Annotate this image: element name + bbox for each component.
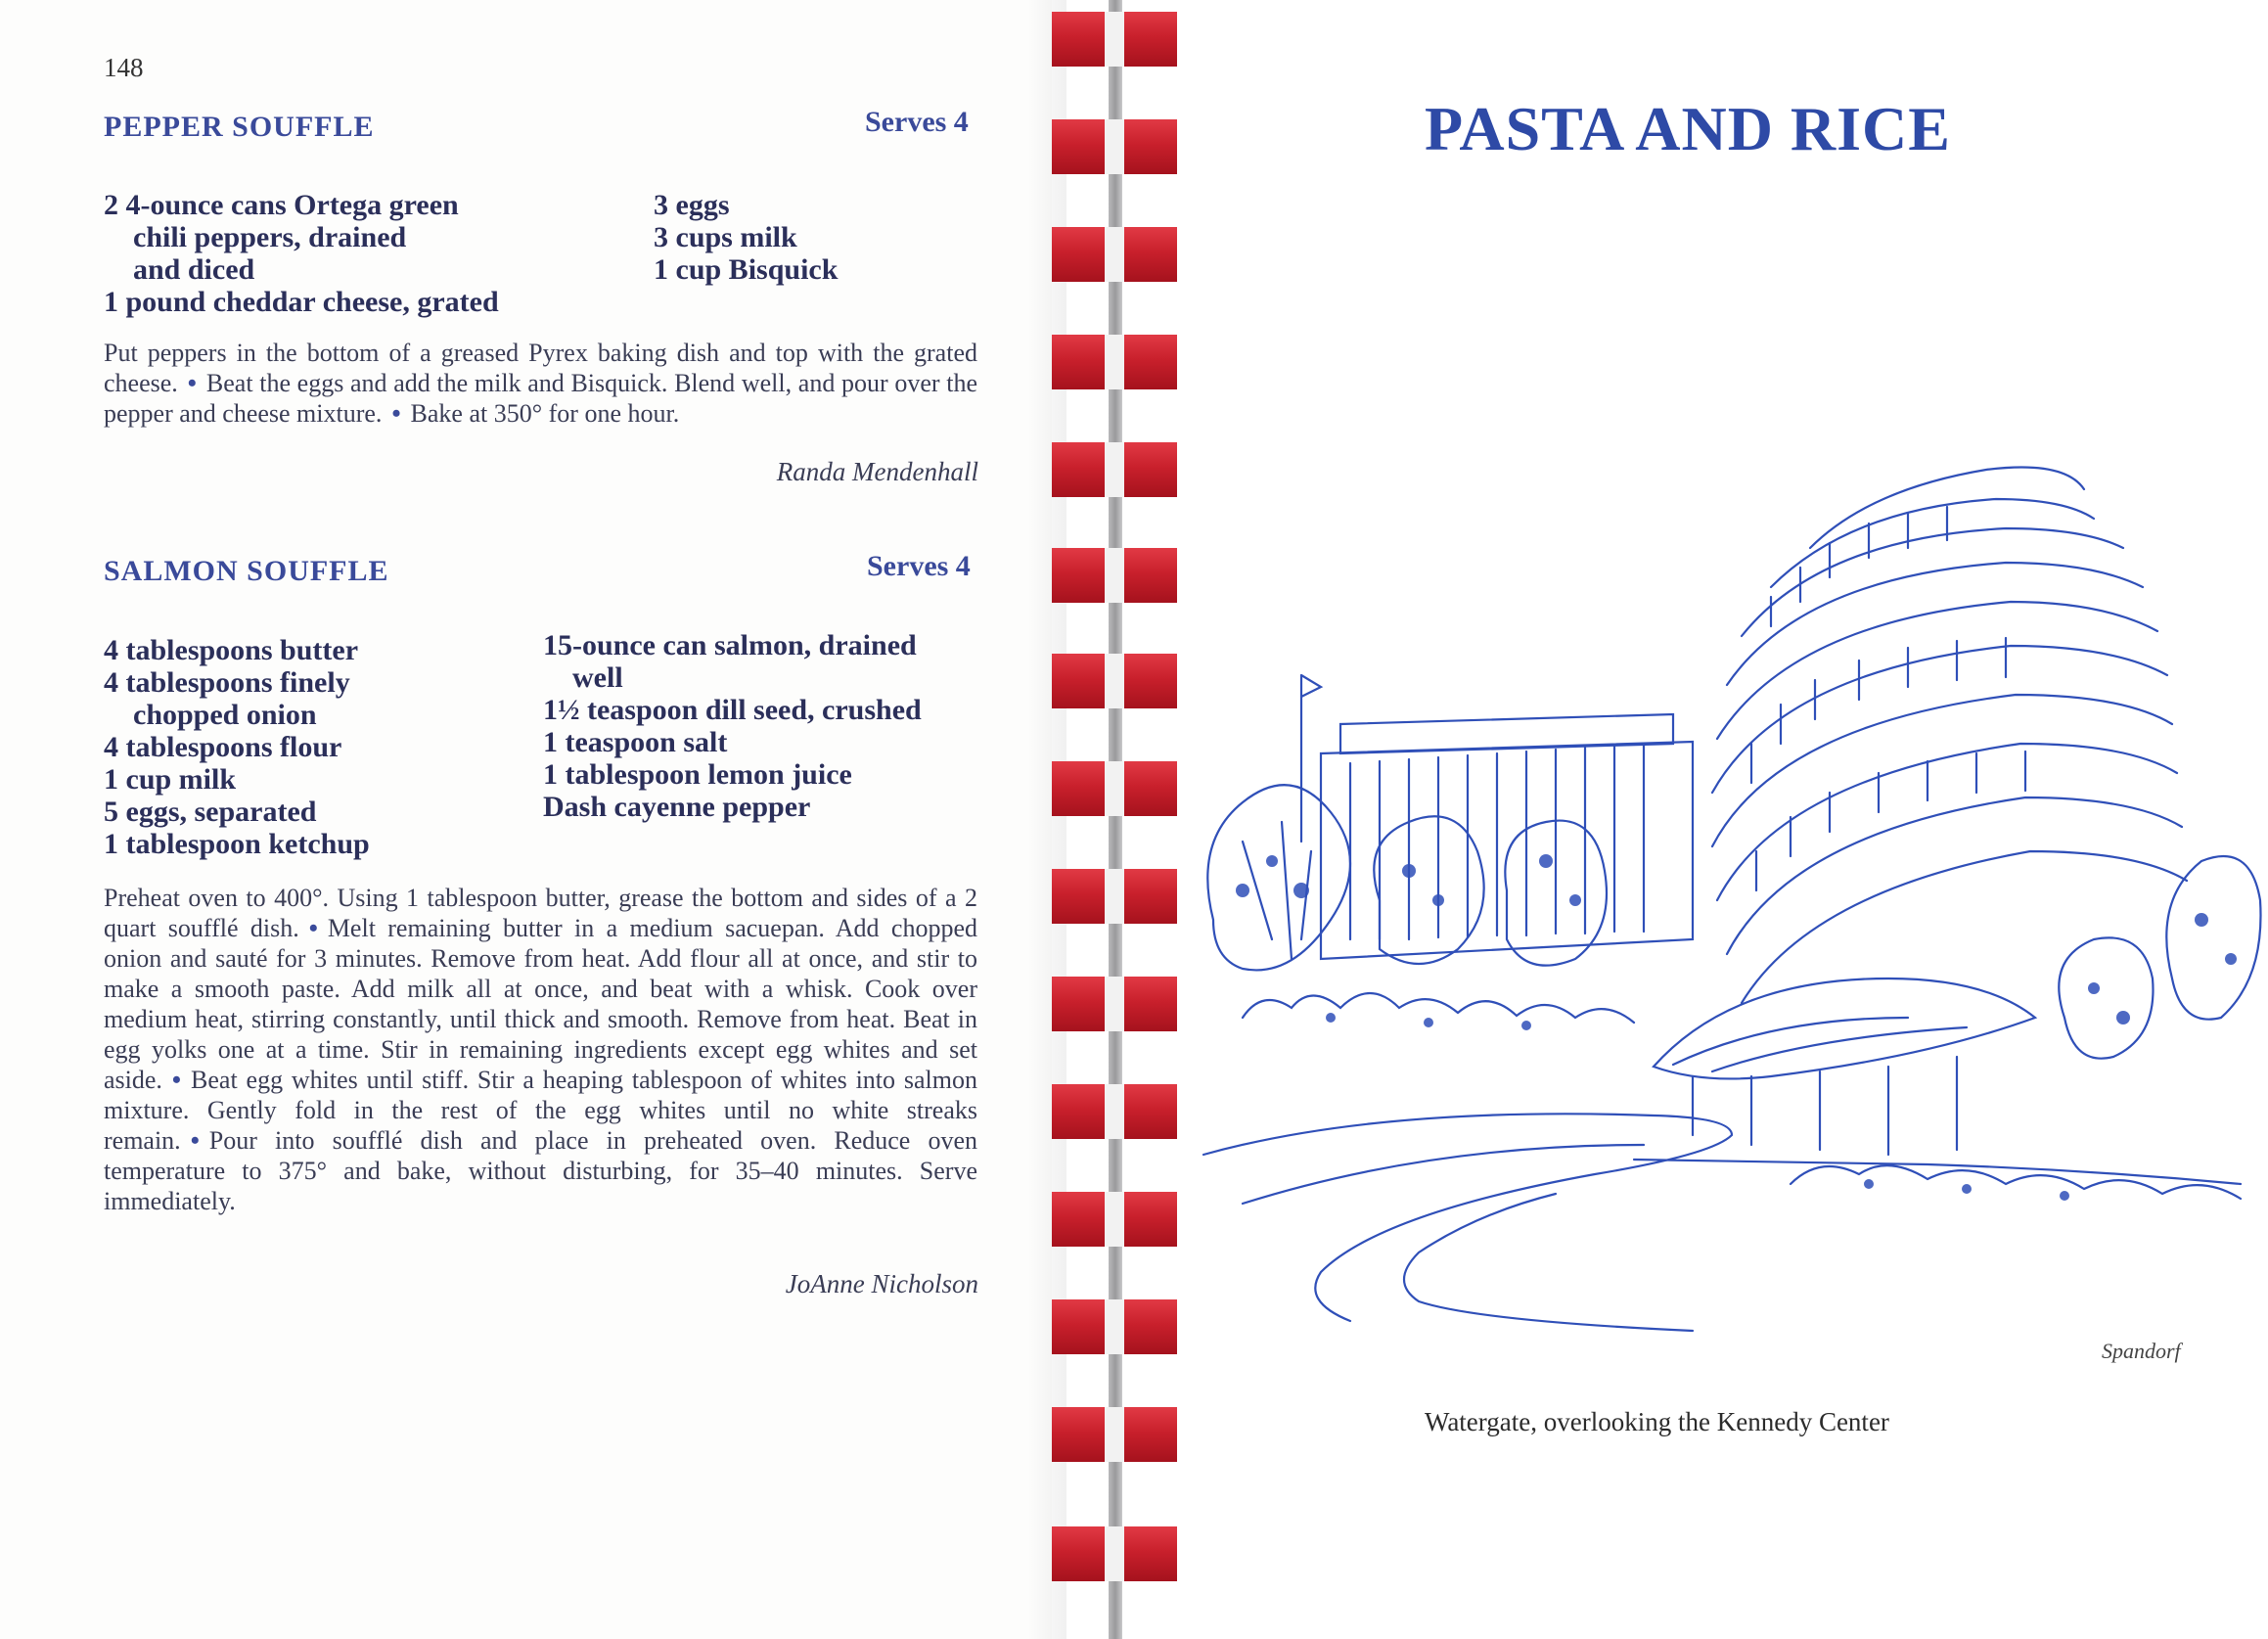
binding-coil	[1052, 761, 1177, 816]
ingredients-column-right	[543, 629, 922, 823]
ingredient-line: well	[572, 661, 623, 694]
recipe-method	[104, 883, 977, 1216]
ingredient-line: 1 cup milk	[104, 763, 237, 796]
bullet-icon: •	[190, 1126, 200, 1155]
ingredient-line: 1 cup Bisquick	[654, 253, 839, 286]
recipe-title-pepper-souffle: PEPPER SOUFFLE	[104, 111, 375, 143]
ingredient-line: 4 tablespoons butter	[104, 634, 359, 666]
ingredient-line: 1 teaspoon salt	[543, 726, 728, 758]
method-step: Put peppers in the bottom of a greased Pyrex baking dish and top with the grated cheese.	[104, 339, 977, 397]
binding-coil	[1052, 119, 1177, 174]
left-page	[0, 0, 1052, 1639]
bullet-icon: •	[391, 399, 401, 428]
recipe-title-salmon-souffle: SALMON SOUFFLE	[104, 555, 389, 587]
ingredient-line: 3 cups milk	[654, 221, 797, 253]
method-step: Beat egg whites until stiff. Stir a heaping tablespoon of whites into salmon mixture. Gently fold in the rest of the egg whites until no white streaks remain.	[104, 1066, 977, 1155]
page-number: 148	[104, 53, 144, 82]
recipe-author: JoAnne Nicholson	[785, 1269, 978, 1298]
bullet-icon: •	[187, 369, 197, 397]
ingredients-column-left	[104, 189, 499, 318]
ingredient-line: 15-ounce can salmon, drained	[543, 629, 917, 661]
ingredient-line: 3 eggs	[654, 189, 730, 221]
artist-signature: Spandorf	[2102, 1339, 2181, 1363]
binding-coil	[1052, 1192, 1177, 1247]
ingredient-line: 1½ teaspoon dill seed, crushed	[543, 694, 922, 726]
ingredient-line: 5 eggs, separated	[104, 796, 317, 828]
method-step: Preheat oven to 400°. Using 1 tablespoon butter, grease the bottom and sides of a 2 quart soufflé dish.	[104, 884, 977, 942]
binding-coil	[1052, 442, 1177, 497]
ingredients-column-left	[104, 634, 370, 860]
binding-coil	[1052, 1407, 1177, 1462]
ingredient-line: chili peppers, drained	[133, 221, 407, 253]
ingredient-line: Dash cayenne pepper	[543, 791, 811, 823]
recipe-method	[104, 338, 977, 429]
ingredient-line: 4 tablespoons flour	[104, 731, 342, 763]
ingredients-column-right	[654, 189, 838, 286]
ingredient-line: 1 tablespoon ketchup	[104, 828, 370, 860]
binding-coil	[1052, 335, 1177, 389]
ingredient-line: 2 4-ounce cans Ortega green	[104, 189, 459, 221]
chapter-title: PASTA AND RICE	[1425, 94, 1951, 163]
illustration-caption: Watergate, overlooking the Kennedy Center	[1425, 1407, 1889, 1436]
ingredient-line: 1 tablespoon lemon juice	[543, 758, 852, 791]
method-step: Bake at 350° for one hour.	[410, 399, 680, 428]
binding-coil	[1052, 1084, 1177, 1139]
ingredient-line: 1 pound cheddar cheese, grated	[104, 286, 499, 318]
binding-coil	[1052, 12, 1177, 67]
method-step: Beat the eggs and add the milk and Bisquick. Blend well, and pour over the pepper and cheese mixture.	[104, 369, 977, 428]
binding-coil	[1052, 1299, 1177, 1354]
method-step: Melt remaining butter in a medium sacuepan. Add chopped onion and sauté for 3 minutes. Remove from heat. Add flour all at once, and stir to make a smooth paste. Add milk all at once, and beat with a whisk. Cook over medium heat, stirring constantly, until thick and smooth. Remove from heat. Beat in egg yolks one at a time. Stir in remaining ingredients except egg whites and set aside.	[104, 914, 977, 1094]
binding-coil	[1052, 548, 1177, 603]
method-step: Pour into soufflé dish and place in preheated oven. Reduce oven temperature to 375° and bake, without disturbing, for 35–40 minutes. Serve immediately.	[104, 1126, 977, 1215]
ingredient-line: and diced	[133, 253, 255, 286]
serves-label: Serves 4	[867, 550, 971, 582]
binding-coil	[1052, 869, 1177, 924]
bullet-icon: •	[308, 914, 318, 942]
ingredient-line: 4 tablespoons finely	[104, 666, 350, 699]
spiral-binding	[1052, 0, 1184, 1639]
recipe-author: Randa Mendenhall	[776, 457, 978, 486]
ingredient-line: chopped onion	[133, 699, 317, 731]
binding-coil	[1052, 227, 1177, 282]
serves-label: Serves 4	[865, 106, 969, 138]
watergate-building-sketch-icon	[1184, 431, 2268, 1389]
binding-coil	[1052, 977, 1177, 1031]
bullet-icon: •	[171, 1066, 182, 1094]
binding-coil	[1052, 654, 1177, 708]
binding-coil	[1052, 1526, 1177, 1581]
